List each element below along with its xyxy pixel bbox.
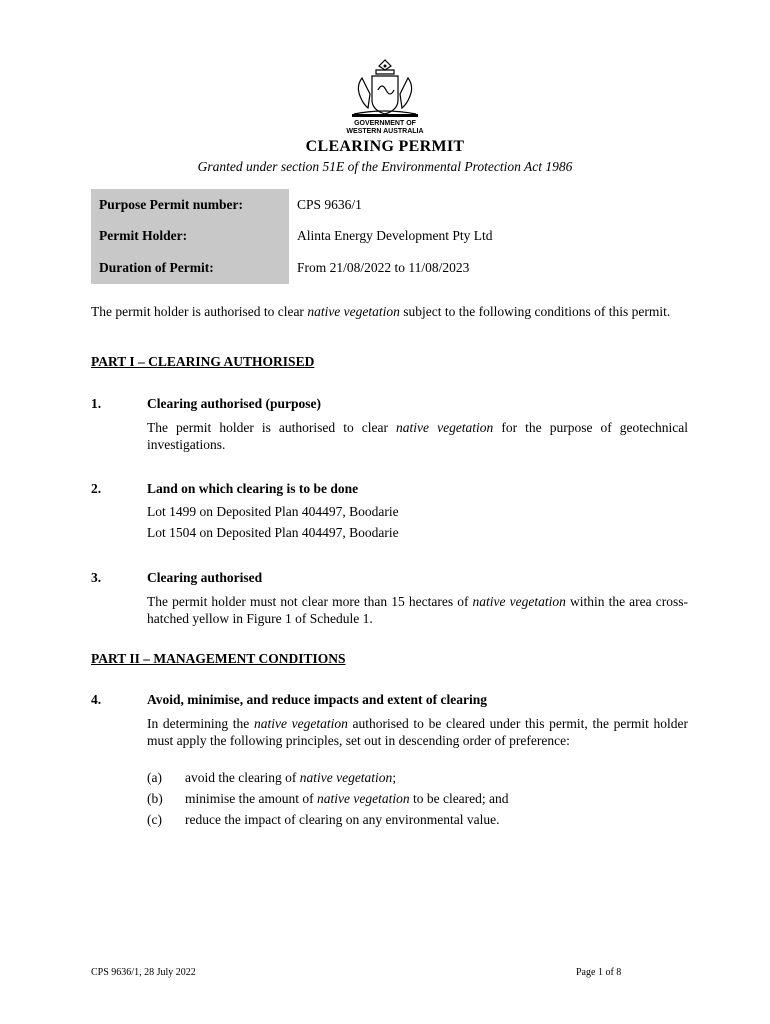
document-title: CLEARING PERMIT	[305, 138, 465, 155]
permit-details-table	[91, 189, 677, 284]
defined-term: native vegetation	[299, 770, 393, 785]
defined-term: native vegetation	[316, 791, 410, 806]
list-item-label: (a)	[147, 770, 162, 785]
table-row	[91, 221, 677, 253]
condition-text: within the area cross-hatched yellow in Figure 1 of Schedule 1.	[147, 594, 688, 626]
list-item-label: (c)	[147, 812, 162, 827]
lot-line: Lot 1499 on Deposited Plan 404497, Boodarie	[147, 504, 399, 519]
gov-line-2: WESTERN AUSTRALIA	[346, 128, 424, 135]
permit-number-value: CPS 9636/1	[297, 196, 362, 212]
condition-text: In determining the	[147, 716, 254, 731]
condition-text: The permit holder is authorised to clear	[147, 420, 397, 435]
permit-number-label: Purpose Permit number:	[91, 189, 289, 221]
table-row	[91, 189, 677, 221]
government-label	[330, 120, 440, 136]
gov-line-1: GOVERNMENT OF	[354, 120, 416, 127]
condition-body	[147, 420, 688, 453]
intro-text: subject to the following conditions of this permit.	[399, 304, 671, 319]
list-item-label: (b)	[147, 791, 163, 806]
condition-heading: Land on which clearing is to be done	[147, 481, 359, 496]
list-item	[147, 812, 500, 828]
part-1-title: PART I – CLEARING AUTHORISED	[91, 354, 315, 369]
permit-holder-label: Permit Holder:	[91, 221, 289, 253]
defined-term: native vegetation	[253, 716, 348, 731]
list-item-text: to be cleared; and	[409, 791, 509, 806]
condition-number: 2.	[91, 481, 102, 496]
permit-duration-label: Duration of Permit:	[91, 252, 289, 284]
footer-page-number: Page 1 of 8	[576, 967, 622, 978]
part-2-title: PART II – MANAGEMENT CONDITIONS	[91, 651, 346, 666]
western-australia-crest-logo	[340, 56, 430, 122]
permit-holder-value: Alinta Energy Development Pty Ltd	[297, 228, 493, 244]
defined-term: native vegetation	[307, 304, 400, 319]
condition-text: The permit holder must not clear more than 15 hectares of	[147, 594, 473, 609]
list-item	[147, 770, 396, 786]
condition-number: 3.	[91, 570, 102, 585]
condition-body	[147, 716, 688, 749]
intro-paragraph	[91, 303, 689, 320]
condition-heading: Avoid, minimise, and reduce impacts and extent of clearing	[147, 692, 487, 707]
permit-duration-value: From 21/08/2022 to 11/08/2023	[297, 259, 470, 275]
document-subtitle: Granted under section 51E of the Environmental Protection Act 1986	[197, 159, 573, 174]
list-item	[147, 791, 509, 807]
intro-text: The permit holder is authorised to clear	[91, 304, 308, 319]
condition-number: 4.	[91, 692, 102, 707]
list-item-text: reduce the impact of clearing on any environmental value.	[185, 812, 500, 827]
list-item-text: avoid the clearing of	[185, 770, 300, 785]
condition-number: 1.	[91, 396, 102, 411]
condition-text: for the purpose of geotechnical investigations.	[147, 420, 688, 452]
condition-heading: Clearing authorised (purpose)	[147, 396, 322, 411]
condition-heading: Clearing authorised	[147, 570, 263, 585]
lot-line: Lot 1504 on Deposited Plan 404497, Boodarie	[147, 525, 399, 540]
condition-body	[147, 594, 688, 627]
defined-term: native vegetation	[472, 594, 566, 609]
list-item-text: ;	[392, 770, 397, 785]
defined-term: native vegetation	[396, 420, 494, 435]
list-item-text: minimise the amount of	[185, 791, 317, 806]
footer-reference: CPS 9636/1, 28 July 2022	[91, 967, 196, 978]
table-row	[91, 252, 677, 284]
condition-text: authorised to be cleared under this permit, the permit holder must apply the following principles, set out in descending order of preference:	[147, 716, 688, 748]
